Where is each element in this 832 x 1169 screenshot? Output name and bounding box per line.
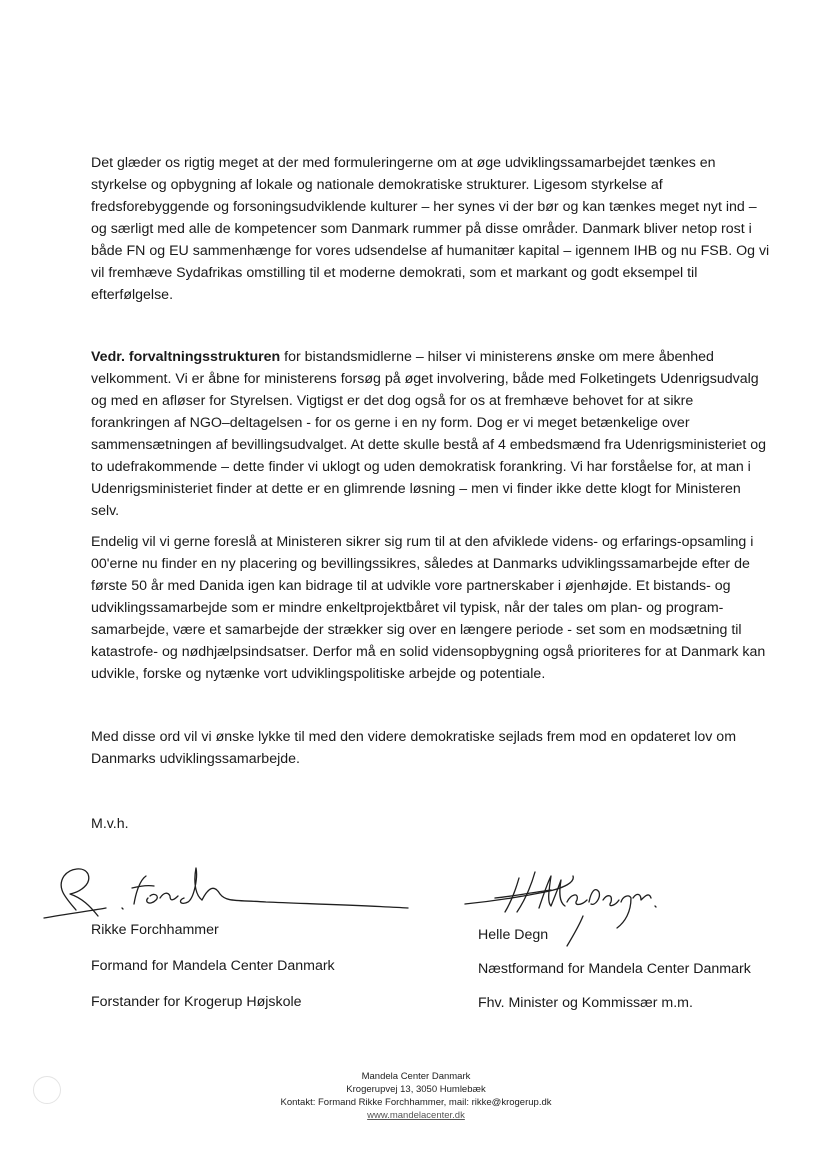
footer-org: Mandela Center Danmark <box>361 1071 471 1082</box>
text-line: samarbejde, være et samarbejde der strækker sig over en længere periode - set som en modsætning til <box>91 622 742 638</box>
text-line: forankringen af NGO–deltagelsen - for os gerne i en ny form. Dog er vi meget betænkelige over <box>91 415 690 431</box>
signatory-name: Helle Degn <box>478 927 549 943</box>
text-line: katastrofe- og nødhjælpsindsatser. Derfor må en solid vidensopbygning også prioriteres for at Danmark kan <box>91 644 766 660</box>
text-line: to udefrakommende – dette finder vi uklogt og uden demokratisk forankring. Vi har forståelse for, at man i <box>91 459 751 475</box>
text-line: velkomment. Vi er åbne for ministerens forsøg på øget involvering, både med Folketingets Udenrigsudvalg <box>91 371 759 387</box>
closing-salutation: M.v.h. <box>91 816 129 832</box>
signatory-name: Rikke Forchhammer <box>91 922 219 938</box>
paragraph-knowledge <box>91 531 766 685</box>
signatory-title: Fhv. Minister og Kommissær m.m. <box>478 995 693 1011</box>
text-line: udviklingssamarbejde som er mindre enkeltprojektbåret vil typisk, når der tales om plan- og program- <box>91 600 724 616</box>
text-line: 00'erne nu finder en ny placering og bevillingssikres, således at Danmarks udviklingssamarbejde efter de <box>91 556 750 572</box>
paragraph-heading: Vedr. forvaltningsstrukturen <box>91 349 281 365</box>
text-line: Endelig vil vi gerne foreslå at Ministeren sikrer sig rum til at den afviklede videns- og erfarings-opsamling i <box>91 534 754 550</box>
letter-footer <box>0 1070 832 1122</box>
text-line: og særligt med alle de kompetencer som Danmark rummer på disse områder. Danmark bliver netop rost i <box>91 221 752 237</box>
paragraph-closing-wish <box>91 726 751 770</box>
signatory-title: Forstander for Krogerup Højskole <box>91 994 302 1010</box>
signatory-left <box>91 920 335 1012</box>
paragraph-democracy <box>91 152 770 306</box>
paragraph-administration <box>91 346 767 522</box>
text-line: Udenrigsministeriet finder at dette er en glimrende løsning – men vi finder ikke dette klogt for Ministeren <box>91 481 741 497</box>
text-line: Med disse ord vil vi ønske lykke til med den videre demokratiske sejlads frem mod en opdateret lov om <box>91 729 737 745</box>
signatory-right <box>478 925 751 1013</box>
text-line: Danmarks udviklingssamarbejde. <box>91 751 300 767</box>
text-line: både FN og EU sammenhænge for vores udsendelse af humanitær kapital – igennem IHB og nu FSB. Og vi <box>91 243 770 259</box>
footer-address: Krogerupvej 13, 3050 Humlebæk <box>346 1084 486 1095</box>
text-line: vil fremhæve Sydafrikas omstilling til et moderne demokrati, som et markant og godt eksempel til <box>91 265 698 281</box>
text-line: sammensætningen af bevillingsudvalget. At dette skulle bestå af 4 embedsmænd fra Udenrigsministeriet og <box>91 437 767 453</box>
text-line: efterfølgelse. <box>91 287 174 303</box>
text-line: udvikle, forske og nytænke vort udviklingspolitiske arbejde og potentiale. <box>91 666 546 682</box>
text-line: første 50 år med Danida igen kan bidrage til at udvikle vore partnerskaber i øjenhøjde. Et bistands- og <box>91 578 731 594</box>
text-line: styrkelse og opbygning af lokale og nationale demokratiske strukturer. Ligesom styrkelse af <box>91 177 663 193</box>
text-line: selv. <box>91 503 120 519</box>
text-line <box>91 346 751 368</box>
signature-rikke-forchhammer <box>36 858 416 928</box>
signatory-title: Formand for Mandela Center Danmark <box>91 958 335 974</box>
signatory-title: Næstformand for Mandela Center Danmark <box>478 961 751 977</box>
footer-website-link[interactable]: www.mandelacenter.dk <box>367 1110 465 1121</box>
footer-contact: Kontakt: Formand Rikke Forchhammer, mail: rikke@krogerup.dk <box>280 1097 552 1108</box>
text-fragment: for bistandsmidlerne – hilser vi ministerens ønske om mere åbenhed <box>280 349 714 365</box>
text-line: fredsforebyggende og forsoningsudviklende kulturer – her synes vi der bør og kan tænkes meget nyt ind – <box>91 199 757 215</box>
text-line: Det glæder os rigtig meget at der med formuleringerne om at øge udviklingssamarbejdet tænkes en <box>91 155 716 171</box>
text-line: og med en afløser for Styrelsen. Vigtigst er det dog også for os at fremhæve behovet for at sikre <box>91 393 694 409</box>
